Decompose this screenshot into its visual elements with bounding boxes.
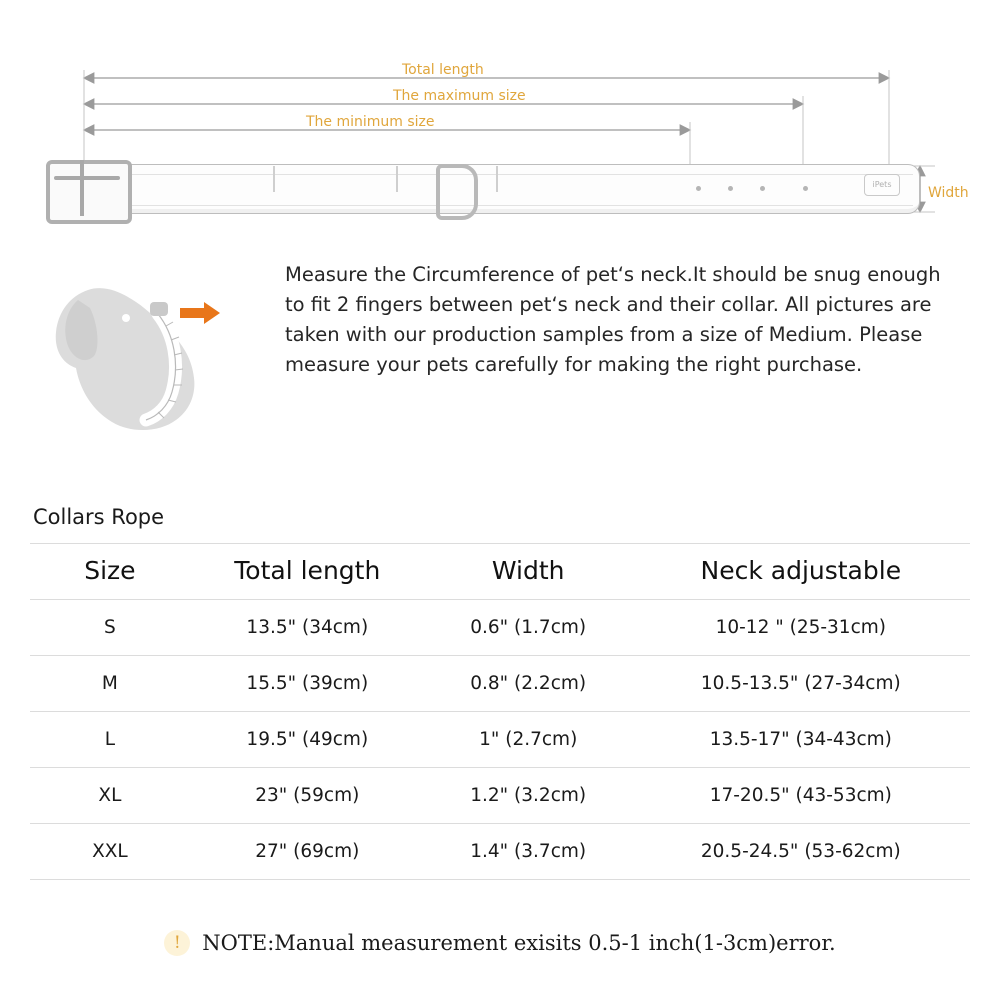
column-header-total-length: Total length: [190, 544, 425, 600]
cell-neck-adjustable: 10-12 " (25-31cm): [632, 600, 970, 656]
cell-total-length: 13.5" (34cm): [190, 600, 425, 656]
stitch-mark: [273, 166, 275, 192]
cell-neck-adjustable: 13.5-17" (34-43cm): [632, 712, 970, 768]
cell-size: XXL: [30, 824, 190, 880]
label-total-length: Total length: [402, 62, 484, 78]
cell-width: 1.4" (3.7cm): [425, 824, 632, 880]
cell-total-length: 19.5" (49cm): [190, 712, 425, 768]
buckle-hole: [760, 186, 765, 191]
table-row: [30, 824, 970, 880]
cell-total-length: 23" (59cm): [190, 768, 425, 824]
exclamation-icon: !: [164, 930, 190, 956]
d-ring-icon: [436, 164, 478, 220]
table-row: [30, 712, 970, 768]
cell-width: 1" (2.7cm): [425, 712, 632, 768]
buckle-hole: [728, 186, 733, 191]
table-row: [30, 768, 970, 824]
cell-neck-adjustable: 20.5-24.5" (53-62cm): [632, 824, 970, 880]
note-row: [0, 930, 1000, 956]
measure-instructions-text: Measure the Circumference of pet‘s neck.It should be snug enough to fit 2 fingers between pet‘s neck and their collar. All pictures are taken with our production samples from a size of Medium. Please measure your pets carefully for making the right purchase.: [285, 263, 941, 376]
buckle-hole: [803, 186, 808, 191]
stitch-mark: [396, 166, 398, 192]
label-maximum-size: The maximum size: [393, 88, 526, 104]
cell-width: 0.8" (2.2cm): [425, 656, 632, 712]
stitch-mark: [496, 166, 498, 192]
cell-width: 1.2" (3.2cm): [425, 768, 632, 824]
cell-size: XL: [30, 768, 190, 824]
column-header-size: Size: [30, 544, 190, 600]
column-header-neck-adjustable: Neck adjustable: [632, 544, 970, 600]
collar-illustration: [28, 150, 918, 230]
collar-diagram: [0, 0, 1000, 250]
table-header-row: [30, 544, 970, 600]
cell-total-length: 27" (69cm): [190, 824, 425, 880]
buckle-prong-icon: [54, 176, 120, 180]
table-header: [30, 544, 970, 600]
table-body: [30, 600, 970, 880]
size-table: [30, 543, 970, 880]
cell-width: 0.6" (1.7cm): [425, 600, 632, 656]
label-minimum-size: The minimum size: [306, 114, 435, 130]
column-header-width: Width: [425, 544, 632, 600]
collar-band: [123, 164, 920, 214]
label-width: Width: [928, 185, 969, 201]
cell-neck-adjustable: 17-20.5" (43-53cm): [632, 768, 970, 824]
buckle-bar-icon: [80, 160, 84, 216]
cell-total-length: 15.5" (39cm): [190, 656, 425, 712]
note-text: NOTE:Manual measurement exisits 0.5-1 inch(1-3cm)error.: [202, 931, 836, 955]
cell-size: S: [30, 600, 190, 656]
table-row: [30, 600, 970, 656]
table-row: [30, 656, 970, 712]
buckle-icon: [46, 160, 132, 224]
brand-tag: iPets: [864, 174, 900, 196]
cell-size: M: [30, 656, 190, 712]
dog-neck-measure-illustration: [40, 260, 250, 440]
buckle-hole: [696, 186, 701, 191]
cell-size: L: [30, 712, 190, 768]
cell-neck-adjustable: 10.5-13.5" (27-34cm): [632, 656, 970, 712]
measure-instructions-row: [0, 250, 1000, 445]
table-title: Collars Rope: [33, 505, 165, 529]
